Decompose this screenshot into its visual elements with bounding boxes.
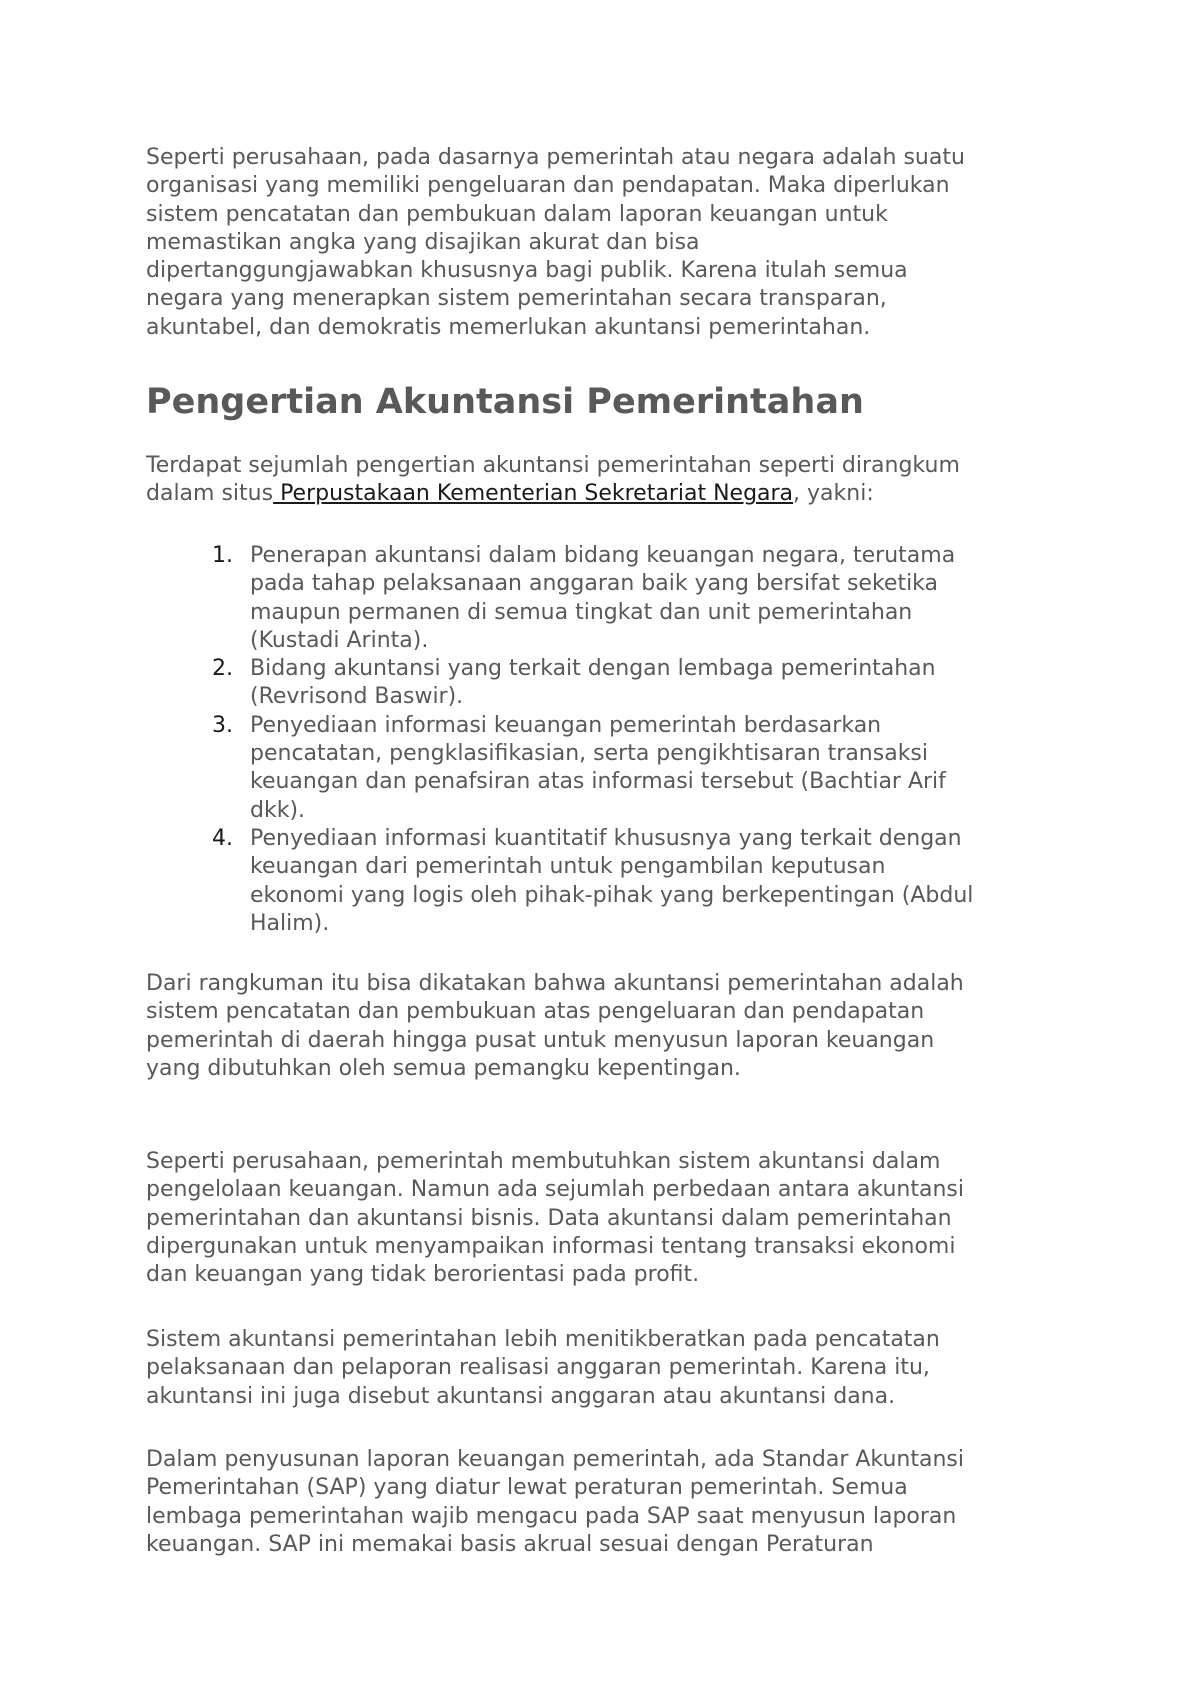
list-item-line: keuangan dan penafsiran atas informasi tersebut (Bachtiar Arif <box>250 769 946 795</box>
paragraph-line: pelaksanaan dan pelaporan realisasi anggaran pemerintah. Karena itu, <box>146 1355 930 1381</box>
intro-line: akuntabel, dan demokratis memerlukan akuntansi pemerintahan. <box>146 314 871 340</box>
list-item-line: keuangan dari pemerintah untuk pengambilan keputusan <box>250 854 886 880</box>
body-paragraph <box>146 970 964 1083</box>
list-item-line: Penyediaan informasi kuantitatif khususnya yang terkait dengan <box>250 825 962 851</box>
list-item-line: Penyediaan informasi keuangan pemerintah berdasarkan <box>250 712 882 738</box>
paragraph-line: keuangan. SAP ini memakai basis akrual sesuai dengan Peraturan <box>146 1531 874 1557</box>
paragraph-line: pemerintahan dan akuntansi bisnis. Data akuntansi dalam pemerintahan <box>146 1205 952 1231</box>
list-item <box>146 712 973 825</box>
list-item-line: dkk). <box>250 797 306 823</box>
list-item <box>146 825 973 938</box>
paragraph-line: akuntansi ini juga disebut akuntansi anggaran atau akuntansi dana. <box>146 1383 896 1409</box>
definition-intro-line: Terdapat sejumlah pengertian akuntansi pemerintahan seperti dirangkum <box>146 453 960 478</box>
paragraph-line: yang dibutuhkan oleh semua pemangku kepentingan. <box>146 1055 741 1081</box>
intro-line: Seperti perusahaan, pada dasarnya pemerintah atau negara adalah suatu <box>146 145 965 170</box>
paragraph-line: Sistem akuntansi pemerintahan lebih menitikberatkan pada pencatatan <box>146 1327 940 1352</box>
intro-line: organisasi yang memiliki pengeluaran dan pendapatan. Maka diperlukan <box>146 173 950 199</box>
list-item-line: pencatatan, pengklasifikasian, serta pengikhtisaran transaksi <box>250 741 929 767</box>
definition-intro-paragraph <box>146 452 960 509</box>
intro-line: negara yang menerapkan sistem pemerintahan secara transparan, <box>146 286 887 312</box>
intro-line: dipertanggungjawabkan khususnya bagi publik. Karena itulah semua <box>146 258 908 284</box>
list-item-number: 4. <box>212 825 233 851</box>
list-item <box>146 655 973 712</box>
body-paragraph <box>146 1148 964 1289</box>
paragraph-line: dipergunakan untuk menyampaikan informasi tentang transaksi ekonomi <box>146 1233 956 1259</box>
body-paragraph <box>146 1446 964 1559</box>
list-item-number: 1. <box>212 543 233 568</box>
definition-intro-prefix: dalam situs <box>146 481 274 507</box>
paragraph-line: sistem pencatatan dan pembukuan atas pengeluaran dan pendapatan <box>146 999 925 1025</box>
paragraph-line: pemerintah di daerah hingga pusat untuk menyusun laporan keuangan <box>146 1027 935 1053</box>
paragraph-line: Pemerintahan (SAP) yang diatur lewat peraturan pemerintah. Semua <box>146 1475 908 1501</box>
intro-paragraph <box>146 144 965 342</box>
setneg-library-link[interactable]: Perpustakaan Kementerian Sekretariat Negara <box>273 481 794 507</box>
paragraph-line: Dari rangkuman itu bisa dikatakan bahwa akuntansi pemerintahan adalah <box>146 971 964 996</box>
definition-intro-suffix: , yakni: <box>793 481 874 507</box>
list-item-line: (Kustadi Arinta). <box>250 627 429 653</box>
body-paragraph <box>146 1326 940 1411</box>
list-item-line: pada tahap pelaksanaan anggaran baik yang bersifat seketika <box>250 571 939 597</box>
list-item-number: 3. <box>212 712 233 738</box>
list-item-line: Halim). <box>250 910 330 936</box>
definition-intro-line <box>146 480 960 508</box>
list-item-line: (Revrisond Baswir). <box>250 684 464 710</box>
paragraph-line: lembaga pemerintahan wajib mengacu pada SAP saat menyusun laporan <box>146 1503 957 1529</box>
list-item <box>146 542 973 655</box>
intro-line: memastikan angka yang disajikan akurat dan bisa <box>146 229 700 255</box>
list-item-number: 2. <box>212 656 233 682</box>
paragraph-line: Seperti perusahaan, pemerintah membutuhkan sistem akuntansi dalam <box>146 1149 941 1174</box>
list-item-line: maupun permanen di semua tingkat dan unit pemerintahan <box>250 599 913 625</box>
section-heading: Pengertian Akuntansi Pemerintahan <box>146 382 864 422</box>
paragraph-line: dan keuangan yang tidak berorientasi pada profit. <box>146 1262 700 1288</box>
list-item-line: ekonomi yang logis oleh pihak-pihak yang berkepentingan (Abdul <box>250 882 974 908</box>
list-item-line: Bidang akuntansi yang terkait dengan lembaga pemerintahan <box>250 656 936 682</box>
list-item-line: Penerapan akuntansi dalam bidang keuangan negara, terutama <box>250 543 956 568</box>
definitions-list <box>146 542 973 938</box>
intro-line: sistem pencatatan dan pembukuan dalam laporan keuangan untuk <box>146 201 888 227</box>
paragraph-line: pengelolaan keuangan. Namun ada sejumlah perbedaan antara akuntansi <box>146 1177 964 1203</box>
paragraph-line: Dalam penyusunan laporan keuangan pemerintah, ada Standar Akuntansi <box>146 1447 964 1472</box>
